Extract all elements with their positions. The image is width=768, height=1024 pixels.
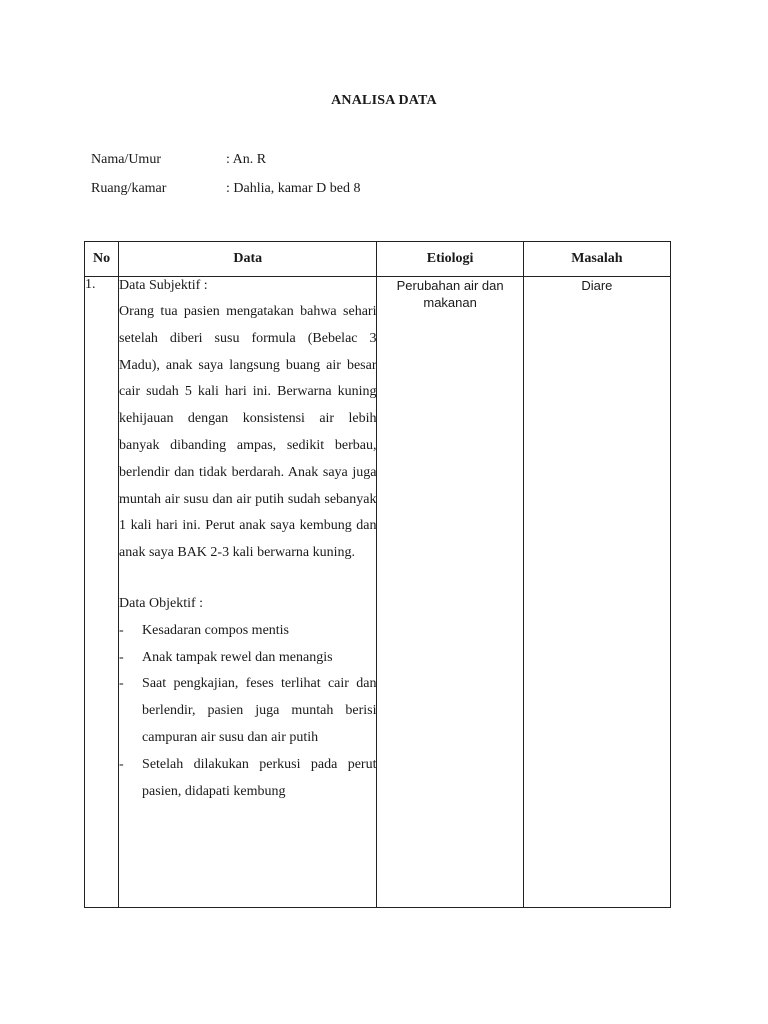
data-subjektif-text: Orang tua pasien mengatakan bahwa sehari setelah diberi susu formula (Bebelac 3 Madu), anak saya langsung buang air besar cair sudah 5 kali hari ini. Berwarna kuning kehijauan dengan konsistensi air lebih banyak dibanding ampas, sedikit berbau, berlendir dan tidak berdarah. Anak saya juga muntah air susu dan air putih sudah sebanyak 1 kali hari ini. Perut anak saya kembung dan anak saya BAK 2-3 kali berwarna kuning.	[119, 304, 377, 561]
header-data: Data	[119, 242, 377, 277]
list-item	[119, 645, 376, 672]
row-number: 1.	[85, 277, 119, 908]
name-value: : An. R	[226, 152, 267, 167]
patient-room-row	[91, 181, 361, 197]
etiologi-cell: Perubahan air dan makanan	[377, 277, 523, 908]
masalah-cell: Diare	[523, 277, 670, 908]
list-item	[119, 618, 376, 645]
header-etiologi: Etiologi	[377, 242, 523, 277]
table-header-row	[85, 242, 671, 277]
header-masalah: Masalah	[523, 242, 670, 277]
finding-text: Saat pengkajian, feses terlihat cair dan berlendir, pasien juga muntah berisi campuran air susu dan air putih	[142, 676, 377, 745]
data-objektif-label: Data Objektif :	[119, 595, 204, 611]
header-no: No	[85, 242, 119, 277]
finding-text: Setelah dilakukan perkusi pada perut pasien, didapati kembung	[142, 756, 377, 799]
list-item	[119, 752, 376, 806]
room-value: : Dahlia, kamar D bed 8	[226, 181, 361, 196]
data-subjektif-label: Data Subjektif :	[119, 278, 208, 293]
bullet-dash: -	[119, 676, 124, 692]
bullet-dash: -	[119, 649, 124, 665]
room-label: Ruang/kamar	[91, 181, 167, 196]
bullet-dash: -	[119, 622, 124, 638]
list-item	[119, 671, 376, 751]
data-cell	[119, 277, 377, 908]
bullet-dash: -	[119, 756, 124, 772]
finding-text: Kesadaran compos mentis	[142, 622, 290, 638]
patient-name-row	[91, 152, 266, 168]
analysis-table	[84, 241, 671, 908]
table-row	[85, 277, 671, 908]
page-title: ANALISA DATA	[331, 93, 437, 108]
data-objektif-list	[119, 618, 376, 806]
name-label: Nama/Umur	[91, 152, 161, 167]
section-spacer	[119, 567, 376, 591]
finding-text: Anak tampak rewel dan menangis	[142, 649, 333, 665]
